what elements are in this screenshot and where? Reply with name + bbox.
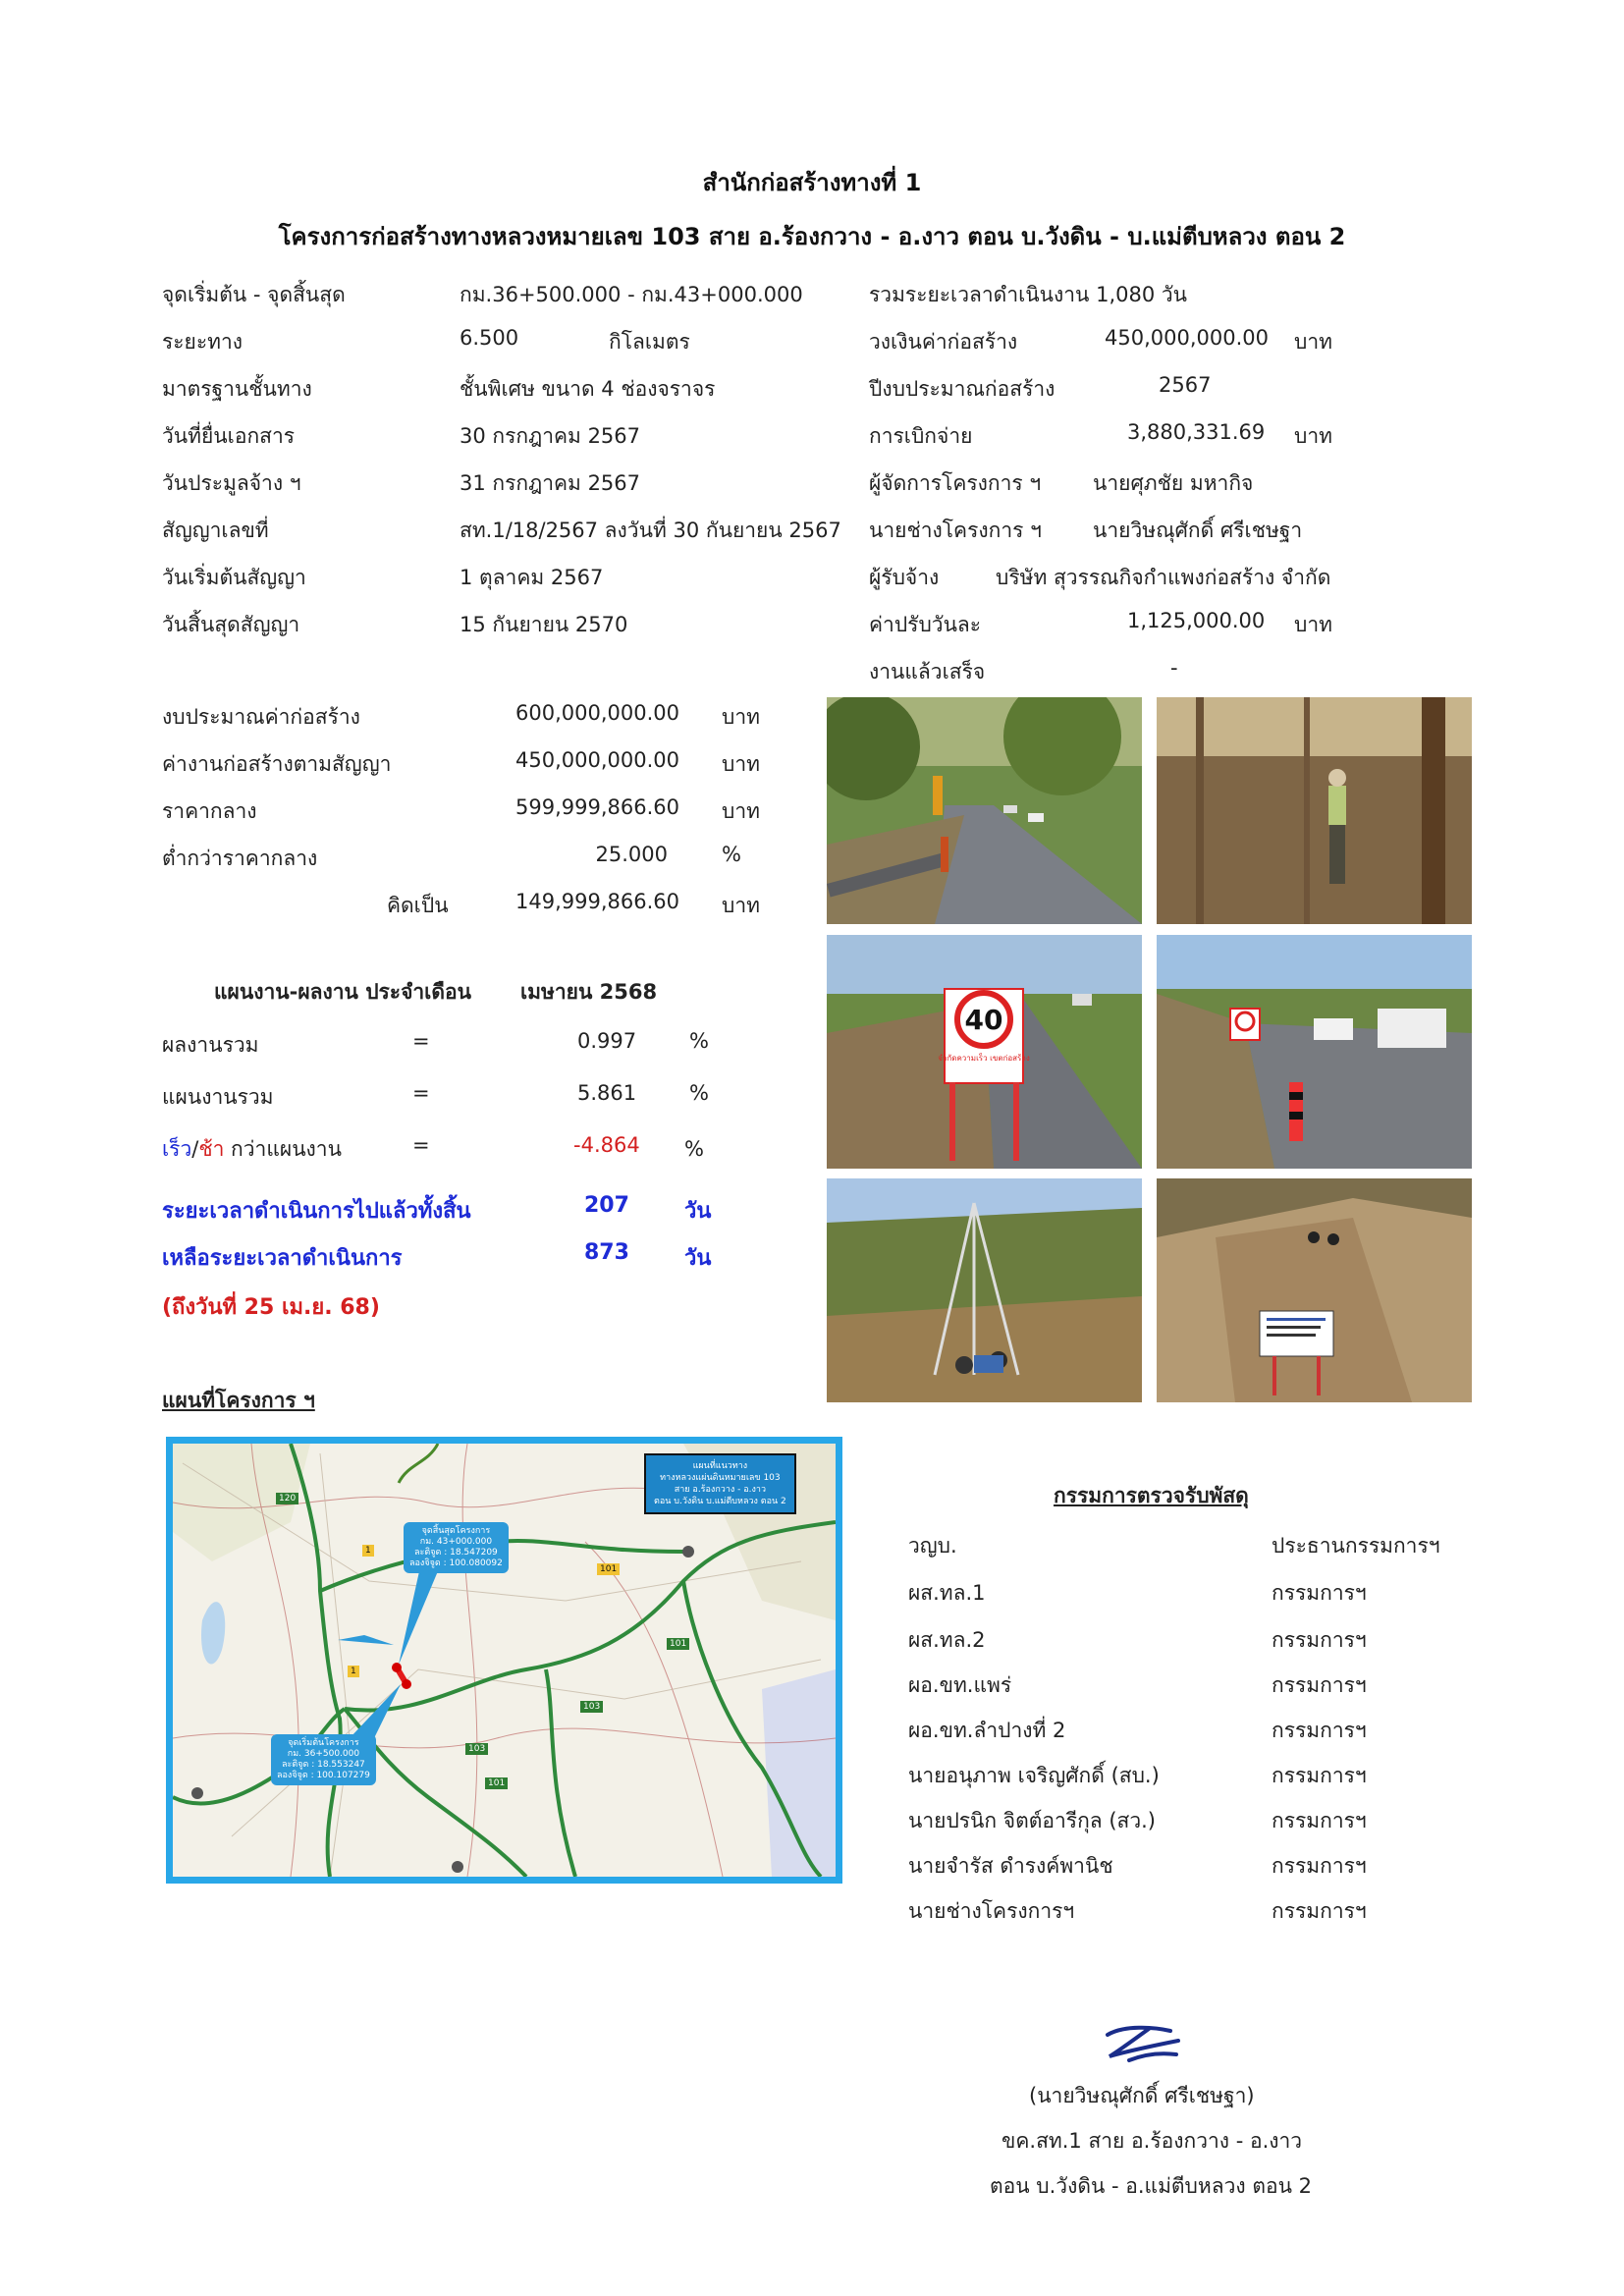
info-value: 1,125,000.00 [1127, 609, 1266, 632]
committee-name: ผส.ทล.1 [908, 1581, 986, 1605]
budget-label: ค่างานก่อสร้างตามสัญญา [162, 752, 392, 776]
info-unit: บาท [1294, 330, 1332, 354]
budget-value: 450,000,000.00 [515, 748, 679, 772]
info-value: บริษัท สุวรรณกิจกำแพงก่อสร้าง จำกัด [996, 566, 1331, 589]
callout-line: กม. 36+500.000 [287, 1749, 360, 1759]
budget-unit: % [722, 843, 741, 866]
committee-name: นายปรนิก จิตต์อารีกุล (สว.) [908, 1809, 1156, 1832]
info-unit: บาท [1294, 613, 1332, 636]
budget-value: 25.000 [595, 843, 668, 866]
budget-unit: บาท [722, 705, 760, 729]
progress-eq: = [412, 1133, 430, 1157]
end-point-callout [404, 1522, 509, 1573]
committee-role: กรรมการฯ [1272, 1673, 1367, 1697]
committee-role: กรรมการฯ [1272, 1628, 1367, 1652]
project-map [166, 1437, 842, 1884]
progress-unit: % [689, 1081, 709, 1105]
legend-line: ทางหลวงแผ่นดินหมายเลข 103 [660, 1473, 781, 1483]
progress-value: 5.861 [577, 1081, 637, 1105]
route-shield: 1 [362, 1545, 374, 1557]
photo-forest-worker [1157, 697, 1472, 924]
route-shield: 1 [348, 1666, 359, 1677]
progress-label: ผลงานรวม [162, 1033, 259, 1057]
budget-unit: บาท [722, 752, 760, 776]
committee-name: ผอ.ขท.ลำปางที่ 2 [908, 1719, 1066, 1742]
info-label: นายช่างโครงการ ฯ [869, 519, 1042, 542]
budget-label: ราคากลาง [162, 799, 257, 823]
info-label: ค่าปรับวันละ [869, 613, 982, 636]
info-value: กม.36+500.000 - กม.43+000.000 [460, 283, 803, 306]
info-label: วันสิ้นสุดสัญญา [162, 613, 300, 636]
budget-label: ต่ำกว่าราคากลาง [162, 847, 318, 870]
progress-unit: % [684, 1137, 704, 1161]
info-value: 31 กรกฎาคม 2567 [460, 471, 641, 495]
committee-role: กรรมการฯ [1272, 1719, 1367, 1742]
legend-line: สาย อ.ร้องกวาง - อ.งาว [674, 1485, 767, 1495]
elapsed-unit: วัน [684, 1199, 712, 1224]
route-shield: 101 [667, 1638, 689, 1650]
photo-road-trucks [1157, 935, 1472, 1169]
committee-role: กรรมการฯ [1272, 1809, 1367, 1832]
signer-position-1: ขค.สท.1 สาย อ.ร้องกวาง - อ.งาว [1001, 2129, 1303, 2153]
signature-mark [1100, 2021, 1188, 2068]
info-label: วันที่ยื่นเอกสาร [162, 424, 296, 448]
committee-role: กรรมการฯ [1272, 1764, 1367, 1787]
info-value: - [1170, 656, 1178, 680]
info-label: รวมระยะเวลาดำเนินงาน 1,080 วัน [869, 283, 1188, 306]
photo-speed-sign [827, 935, 1142, 1169]
info-value: 1 ตุลาคม 2567 [460, 566, 604, 589]
map-heading: แผนที่โครงการ ฯ [162, 1389, 315, 1412]
info-label: ปีงบประมาณก่อสร้าง [869, 377, 1056, 401]
committee-heading: กรรมการตรวจรับพัสดุ [1054, 1484, 1249, 1507]
info-label: ผู้รับจ้าง [869, 566, 940, 589]
budget-value: 599,999,866.60 [515, 795, 679, 819]
start-point-callout [271, 1734, 376, 1785]
info-label: สัญญาเลขที่ [162, 519, 269, 542]
remain-label: เหลือระยะเวลาดำเนินการ [162, 1246, 403, 1271]
progress-eq: = [412, 1029, 430, 1053]
info-label: งานแล้วเสร็จ [869, 660, 986, 683]
committee-name: ผอ.ขท.แพร่ [908, 1673, 1012, 1697]
signer-name: (นายวิษณุศักดิ์ ศรีเชษฐา) [1029, 2084, 1255, 2107]
info-value: นายวิษณุศักดิ์ ศรีเชษฐา [1093, 519, 1303, 542]
budget-value: 600,000,000.00 [515, 701, 679, 725]
legend-line: ตอน บ.วังดิน บ.แม่ตีบหลวง ตอน 2 [654, 1497, 786, 1506]
budget-label: งบประมาณค่าก่อสร้าง [162, 705, 360, 729]
info-label: การเบิกจ่าย [869, 424, 973, 448]
callout-line: จุดสิ้นสุดโครงการ [421, 1526, 491, 1536]
info-value: 15 กันยายน 2570 [460, 613, 628, 636]
callout-line: ละติจูด : 18.553247 [282, 1760, 365, 1770]
info-label: วันประมูลจ้าง ฯ [162, 471, 301, 495]
info-label: จุดเริ่มต้น - จุดสิ้นสุด [162, 283, 346, 306]
callout-line: กม. 43+000.000 [419, 1537, 493, 1547]
info-value: นายศุภชัย มหากิจ [1093, 471, 1254, 495]
info-label: วงเงินค่าก่อสร้าง [869, 330, 1018, 354]
committee-role: กรรมการฯ [1272, 1899, 1367, 1923]
info-extra: กิโลเมตร [609, 330, 690, 354]
budget-label: คิดเป็น [387, 894, 449, 917]
route-shield: 101 [485, 1777, 508, 1789]
remain-value: 873 [584, 1240, 629, 1265]
progress-label: แผนงานรวม [162, 1085, 274, 1109]
committee-name: ผส.ทล.2 [908, 1628, 986, 1652]
info-label: ผู้จัดการโครงการ ฯ [869, 471, 1042, 495]
photo-road-workers [827, 697, 1142, 924]
map-legend [644, 1453, 796, 1514]
progress-unit: % [689, 1029, 709, 1053]
route-shield: 103 [465, 1743, 488, 1755]
label-fast: เร็ว [162, 1137, 192, 1161]
progress-value: 0.997 [577, 1029, 637, 1053]
speed-limit-text: 40 [964, 1004, 1003, 1036]
label-slash: / [191, 1137, 199, 1161]
info-label: มาตรฐานชั้นทาง [162, 377, 312, 401]
info-value: 30 กรกฎาคม 2567 [460, 424, 641, 448]
label-slow: ช้า [198, 1137, 225, 1161]
callout-line: ละติจูด : 18.547209 [414, 1548, 498, 1558]
label-rest: กว่าแผนงาน [224, 1137, 342, 1161]
info-value: 6.500 [460, 326, 519, 350]
progress-label [162, 1133, 342, 1166]
committee-role: กรรมการฯ [1272, 1854, 1367, 1878]
route-shield: 103 [580, 1701, 603, 1713]
progress-heading: แผนงาน-ผลงาน ประจำเดือน [214, 980, 471, 1004]
legend-line: แผนที่แนวทาง [692, 1461, 748, 1471]
remain-unit: วัน [684, 1246, 712, 1271]
callout-line: ลองจิจูด : 100.107279 [277, 1771, 370, 1780]
committee-name: วญบ. [908, 1534, 957, 1558]
info-unit: บาท [1294, 424, 1332, 448]
callout-line: จุดเริ่มต้นโครงการ [288, 1738, 359, 1748]
photo-site-sign [1157, 1178, 1472, 1402]
elapsed-value: 207 [584, 1193, 629, 1218]
budget-unit: บาท [722, 799, 760, 823]
project-title: โครงการก่อสร้างทางหลวงหมายเลข 103 สาย อ.ร้องกวาง - อ.งาว ตอน บ.วังดิน - บ.แม่ตีบหลวง ตอน 2 [278, 223, 1346, 250]
progress-eq: = [412, 1081, 430, 1105]
info-value: สท.1/18/2567 ลงวันที่ 30 กันยายน 2567 [460, 519, 841, 542]
elapsed-label: ระยะเวลาดำเนินการไปแล้วทั้งสิ้น [162, 1199, 471, 1224]
route-shield: 120 [276, 1493, 298, 1504]
info-value: 3,880,331.69 [1127, 420, 1266, 444]
committee-name: นายอนุภาพ เจริญศักดิ์ (สบ.) [908, 1764, 1160, 1787]
committee-role: ประธานกรรมการฯ [1272, 1534, 1440, 1558]
office-title: สำนักก่อสร้างทางที่ 1 [702, 169, 922, 196]
callout-line: ลองจิจูด : 100.080092 [409, 1558, 503, 1568]
info-value: 2567 [1159, 373, 1212, 397]
info-label: ระยะทาง [162, 330, 244, 354]
info-value: ชั้นพิเศษ ขนาด 4 ช่องจราจร [460, 377, 716, 401]
committee-role: กรรมการฯ [1272, 1581, 1367, 1605]
progress-month: เมษายน 2568 [520, 980, 658, 1004]
signer-position-2: ตอน บ.วังดิน - อ.แม่ตีบหลวง ตอน 2 [990, 2174, 1312, 2198]
budget-value: 149,999,866.60 [515, 890, 679, 913]
committee-name: นายช่างโครงการฯ [908, 1899, 1075, 1923]
as-of-date: (ถึงวันที่ 25 เม.ย. 68) [162, 1295, 380, 1320]
budget-unit: บาท [722, 894, 760, 917]
speed-sign-note: จำกัดความเร็ว เขตก่อสร้าง [938, 1054, 1030, 1063]
route-shield: 101 [597, 1563, 620, 1575]
progress-value: -4.864 [573, 1133, 640, 1157]
committee-name: นายจำรัส ดำรงค์พานิช [908, 1854, 1113, 1878]
photo-survey-tripod [827, 1178, 1142, 1402]
info-label: วันเริ่มต้นสัญญา [162, 566, 306, 589]
info-value: 450,000,000.00 [1105, 326, 1269, 350]
